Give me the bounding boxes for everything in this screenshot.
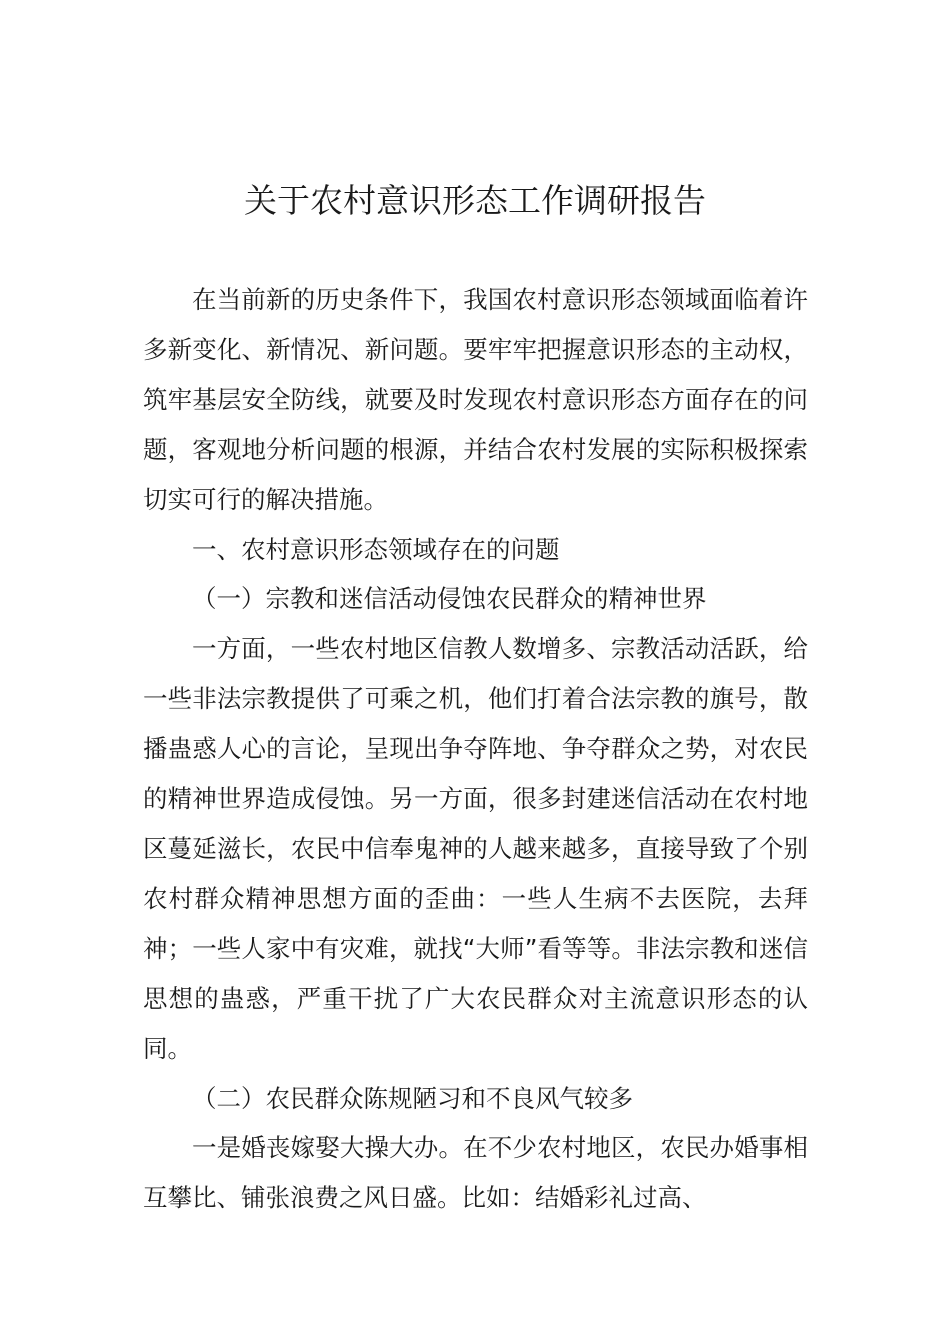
section-heading-1: 一、农村意识形态领域存在的问题 <box>192 534 560 564</box>
body-paragraph-religion: 一方面，一些农村地区信教人数增多、宗教活动活跃，给一些非法宗教提供了可乘之机，他们打着合法宗教的旗号，散播蛊惑人心的言论，呈现出争夺阵地、争夺群众之势，对农民的精神世界造成侵蚀。另一方面，很多封建迷信活动在农村地区蔓延滋长，农民中信奉鬼神的人越来越多，直接导致了个别农村群众精神思想方面的歪曲：一些人生病不去医院，去拜神；一些人家中有灾难，就找“大师”看等等。非法宗教和迷信思想的蛊惑，严重干扰了广大农民群众对主流意识形态的认同。 <box>143 634 808 1063</box>
subsection-heading-2: （二）农民群众陈规陋习和不良风气较多 <box>192 1083 633 1113</box>
body-paragraph-customs: 一是婚丧嫁娶大操大办。在不少农村地区，农民办婚事相互攀比、铺张浪费之风日盛。比如：结婚彩礼过高、 <box>143 1133 808 1213</box>
intro-paragraph: 在当前新的历史条件下，我国农村意识形态领域面临着许多新变化、新情况、新问题。要牢牢把握意识形态的主动权，筑牢基层安全防线，就要及时发现农村意识形态方面存在的问题，客观地分析问题的根源，并结合农村发展的实际积极探索切实可行的解决措施。 <box>143 285 808 514</box>
subsection-heading-1: （一）宗教和迷信活动侵蚀农民群众的精神世界 <box>192 584 707 614</box>
document-body <box>143 275 808 1223</box>
document-title: 关于农村意识形态工作调研报告 <box>244 181 706 220</box>
